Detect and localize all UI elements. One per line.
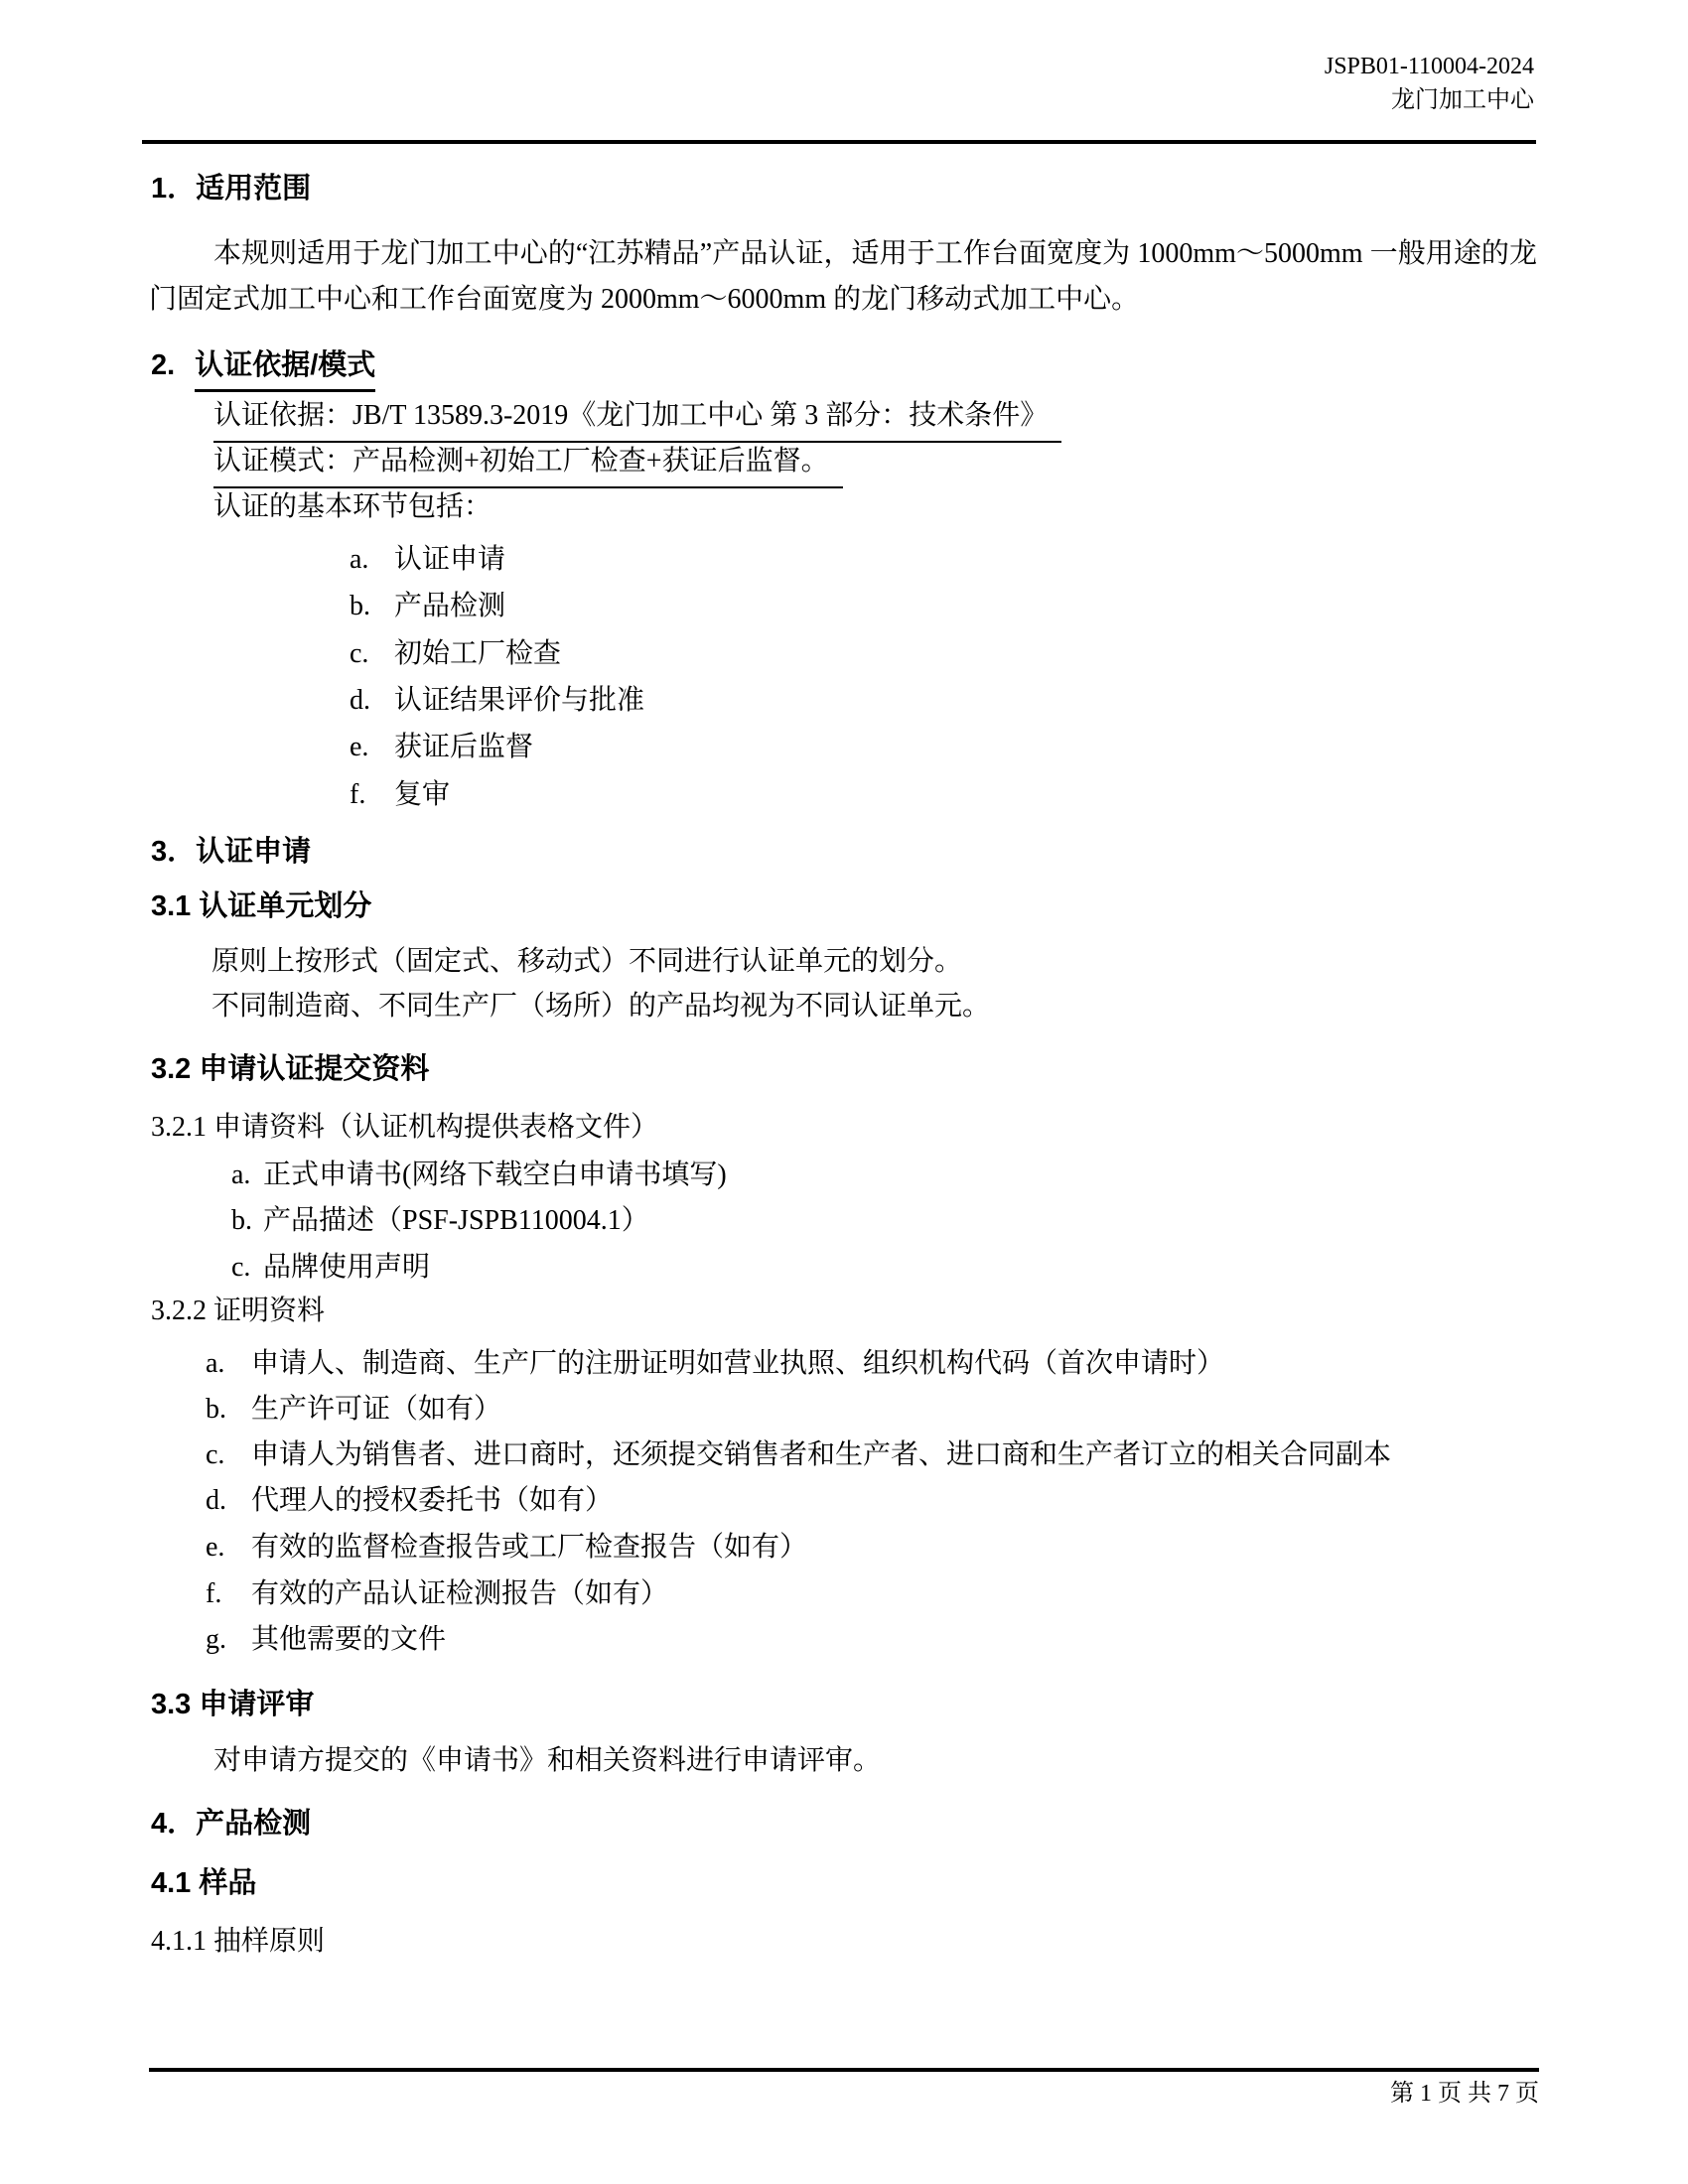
section-3-2-1-title: 3.2.1 申请资料（认证机构提供表格文件） <box>151 1112 659 1143</box>
header-rule <box>142 140 1536 144</box>
item-letter: f. <box>206 1578 222 1609</box>
item-letter: g. <box>206 1624 226 1655</box>
page-footer <box>149 2068 1539 2110</box>
step-text: 获证后监督 <box>394 732 534 762</box>
item-text: 生产许可证（如有） <box>251 1394 502 1425</box>
item-letter: b. <box>231 1205 252 1236</box>
application-doc-item <box>231 1245 430 1291</box>
step-letter: f. <box>350 779 366 810</box>
proof-doc-item <box>206 1571 668 1617</box>
proof-doc-item <box>206 1525 807 1570</box>
section-3-3-title: 3.3 申请评审 <box>151 1689 315 1720</box>
item-text: 产品描述（PSF-JSPB110004.1） <box>263 1205 649 1236</box>
item-letter: b. <box>206 1394 226 1425</box>
item-letter: c. <box>206 1439 225 1470</box>
step-text: 认证申请 <box>394 544 506 575</box>
header-doc-code: JSPB01-110004-2024 <box>1324 54 1534 79</box>
item-text: 正式申请书(网络下载空白申请书填写) <box>263 1160 727 1190</box>
step-item <box>350 584 505 629</box>
proof-doc-item <box>206 1341 1224 1387</box>
item-text: 其他需要的文件 <box>251 1624 447 1655</box>
item-letter: c. <box>231 1252 251 1283</box>
item-text: 有效的监督检查报告或工厂检查报告（如有） <box>251 1532 808 1563</box>
item-letter: a. <box>231 1160 251 1190</box>
step-item <box>350 678 644 724</box>
item-text: 品牌使用声明 <box>263 1252 431 1283</box>
step-item <box>350 631 561 677</box>
certification-mode-line: 认证模式：产品检测+初始工厂检查+获证后监督。 <box>213 439 843 488</box>
application-doc-item <box>231 1153 727 1198</box>
step-letter: a. <box>350 544 369 575</box>
certification-basis-line: 认证依据：JB/T 13589.3-2019《龙门加工中心 第 3 部分：技术条件》 <box>213 393 1061 443</box>
section-2-number: 2. <box>151 349 176 381</box>
step-item <box>350 725 533 770</box>
section-3-2-title: 3.2 申请认证提交资料 <box>151 1053 430 1085</box>
proof-doc-item <box>206 1387 501 1433</box>
step-letter: b. <box>350 591 370 621</box>
page-number: 第 1 页 共 7 页 <box>1390 2081 1539 2107</box>
section-3-1-line1: 原则上按形式（固定式、移动式）不同进行认证单元的划分。 <box>211 946 963 977</box>
header-doc-product: 龙门加工中心 <box>1391 87 1534 113</box>
item-letter: d. <box>206 1485 226 1516</box>
section-1-paragraph: 本规则适用于龙门加工中心的“江苏精品”产品认证，适用于工作台面宽度为 1000mm～5000mm 一般用途的龙门固定式加工中心和工作台面宽度为 2000mm～6000mm 的龙门移动式加工中心。 <box>149 238 1537 315</box>
section-3-2-2-title: 3.2.2 证明资料 <box>151 1296 326 1326</box>
step-text: 复审 <box>394 779 451 810</box>
proof-doc-item <box>206 1478 613 1524</box>
section-2-title-text: 认证依据/模式 <box>195 345 375 392</box>
step-item <box>350 537 505 583</box>
item-text: 有效的产品认证检测报告（如有） <box>251 1578 669 1609</box>
section-4-1-title: 4.1 样品 <box>151 1867 257 1899</box>
step-text: 产品检测 <box>394 591 506 621</box>
application-doc-item <box>231 1198 649 1244</box>
step-letter: c. <box>350 638 369 669</box>
section-3-1-line2: 不同制造商、不同生产厂（场所）的产品均视为不同认证单元。 <box>211 991 991 1022</box>
proof-doc-item <box>206 1617 446 1663</box>
item-letter: e. <box>206 1532 225 1563</box>
item-text: 申请人为销售者、进口商时，还须提交销售者和生产者、进口商和生产者订立的相关合同副本 <box>251 1439 1392 1470</box>
section-4-title: 4．产品检测 <box>151 1808 312 1840</box>
section-1-title: 1．适用范围 <box>151 173 312 205</box>
proof-doc-item <box>206 1433 1391 1478</box>
section-4-1-1-title: 4.1.1 抽样原则 <box>151 1926 326 1957</box>
step-letter: e. <box>350 732 369 762</box>
section-2-title <box>151 345 375 392</box>
step-text: 初始工厂检查 <box>394 638 562 669</box>
item-text: 代理人的授权委托书（如有） <box>251 1485 614 1516</box>
item-letter: a. <box>206 1348 225 1379</box>
section-3-1-title: 3.1 认证单元划分 <box>151 890 372 922</box>
page-header <box>1325 50 1534 117</box>
steps-intro: 认证的基本环节包括： <box>213 491 492 522</box>
step-letter: d. <box>350 685 370 716</box>
item-text: 申请人、制造商、生产厂的注册证明如营业执照、组织机构代码（首次申请时） <box>251 1348 1225 1379</box>
step-item <box>350 772 450 818</box>
step-text: 认证结果评价与批准 <box>394 685 645 716</box>
section-3-title: 3．认证申请 <box>151 836 312 868</box>
section-3-3-paragraph: 对申请方提交的《申请书》和相关资料进行申请评审。 <box>213 1745 882 1776</box>
